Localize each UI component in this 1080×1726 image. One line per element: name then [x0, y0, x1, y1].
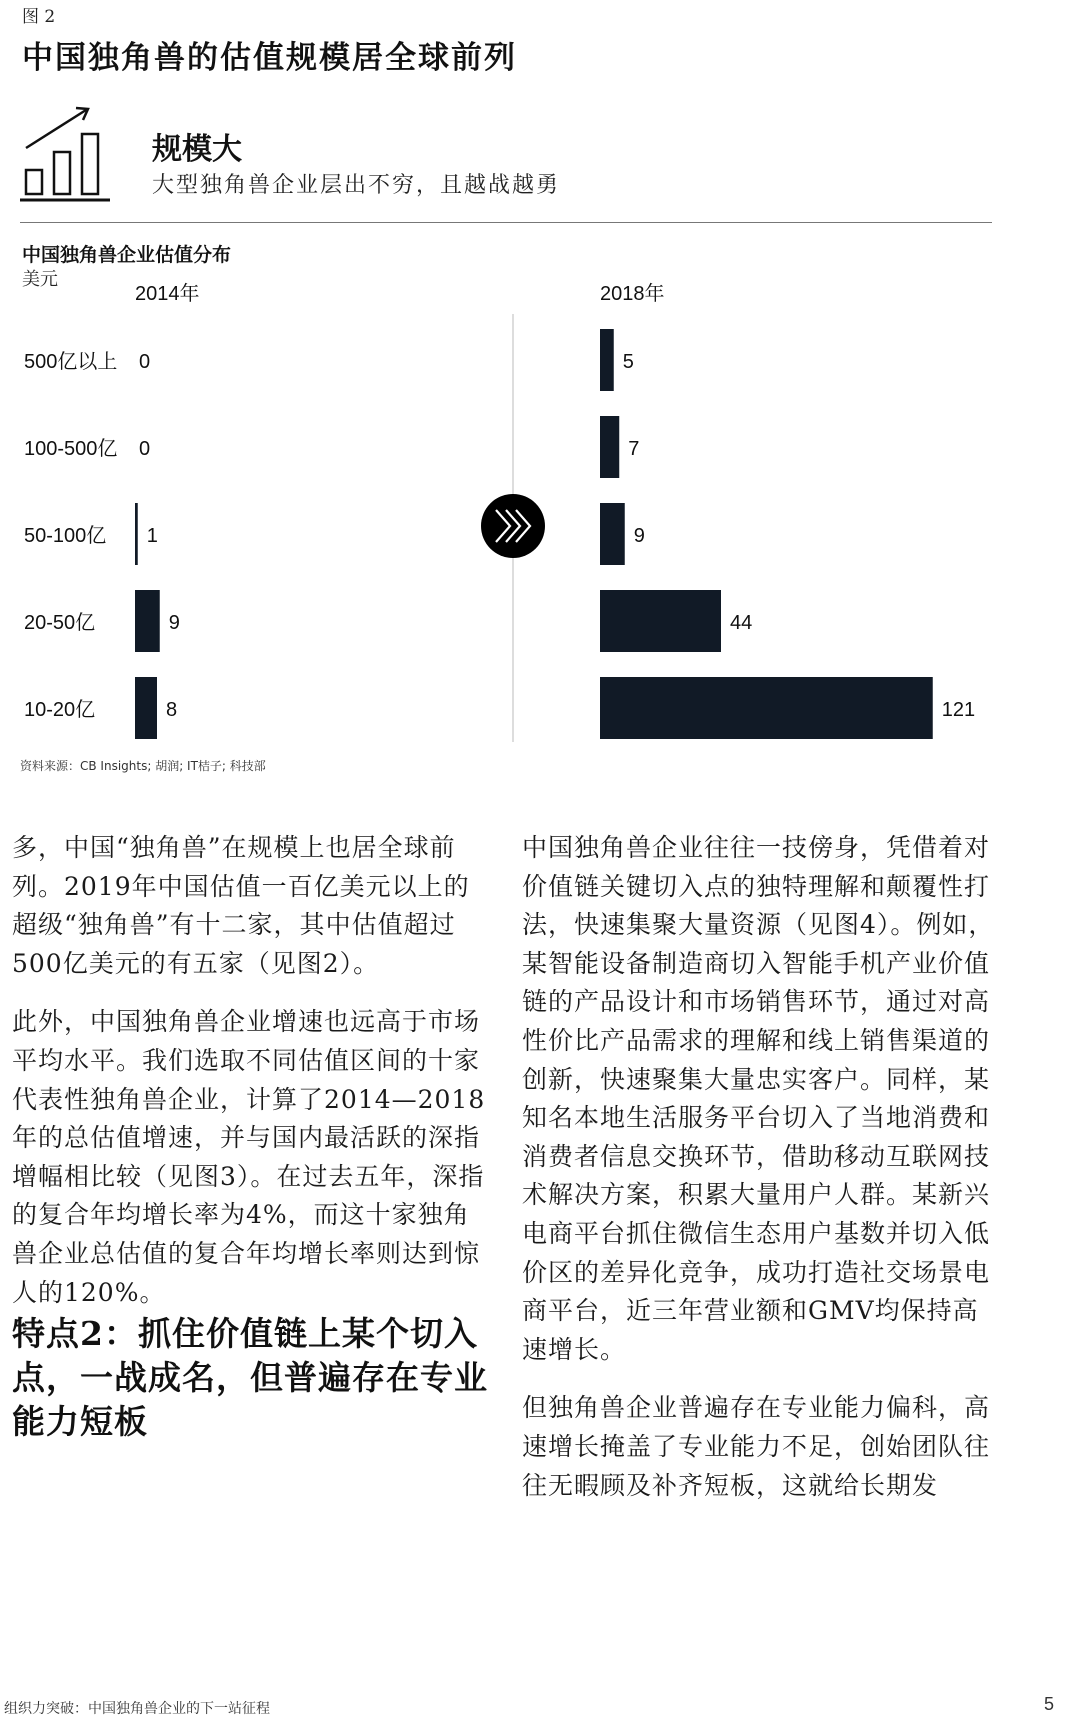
bar — [135, 503, 138, 565]
valuation-bar-chart — [0, 280, 1000, 750]
source-note: 资料来源：CB Insights; 胡润; IT桔子; 科技部 — [20, 759, 266, 773]
section-heading: 特点2：抓住价值链上某个切入点，一战成名，但普遍存在专业能力短板 — [12, 1314, 488, 1442]
data-label: 0 — [139, 438, 151, 460]
left-column — [12, 829, 492, 1444]
category-label: 100-500亿 — [24, 438, 118, 460]
data-label: 7 — [628, 438, 640, 460]
bar — [600, 677, 933, 739]
bar — [600, 416, 619, 478]
bar — [600, 590, 721, 652]
series-header: 2014年 — [135, 283, 200, 305]
data-label: 1 — [146, 525, 158, 547]
category-label: 500亿以上 — [24, 351, 118, 373]
data-label: 121 — [941, 699, 976, 721]
chart-title: 中国独角兽企业估值分布 — [22, 244, 232, 266]
data-label: 0 — [139, 351, 151, 373]
figure-label: 图 2 — [22, 7, 56, 27]
growth-chart-icon — [20, 100, 120, 204]
divider — [20, 222, 992, 223]
category-label: 20-50亿 — [24, 612, 96, 634]
bar — [135, 677, 157, 739]
series-header: 2018年 — [600, 283, 665, 305]
data-label: 8 — [166, 699, 178, 721]
figure-title: 中国独角兽的估值规模居全球前列 — [22, 40, 517, 76]
bar — [600, 503, 625, 565]
category-label: 10-20亿 — [24, 699, 96, 721]
data-label: 44 — [730, 612, 753, 634]
data-label: 9 — [633, 525, 645, 547]
page-number: 5 — [1044, 1694, 1055, 1714]
paragraph: 但独角兽企业普遍存在专业能力偏科，高速增长掩盖了专业能力不足，创始团队往往无暇顾及补齐短板，这就给长期发 — [522, 1393, 991, 1500]
paragraph: 此外，中国独角兽企业增速也远高于市场平均水平。我们选取不同估值区间的十家代表性独角兽企业，计算了2014—2018年的总估值增速，并与国内最活跃的深指增幅相比较（见图3）。在过去五年，深指的复合年均增长率为4%，而这十家独角兽企业总估值的复合年均增长率则达到惊人的120%。 — [12, 1007, 486, 1307]
data-label: 5 — [622, 351, 634, 373]
right-column — [522, 829, 1002, 1505]
bar — [135, 590, 160, 652]
highlight-title: 规模大 — [152, 132, 242, 167]
footer-text: 组织力突破：中国独角兽企业的下一站征程 — [4, 1701, 270, 1717]
data-label: 9 — [168, 612, 180, 634]
paragraph: 多，中国“独角兽”在规模上也居全球前列。2019年中国估值一百亿美元以上的超级“独角兽”有十二家，其中估值超过500亿美元的有五家（见图2）。 — [12, 833, 470, 978]
paragraph: 中国独角兽企业往往一技傍身，凭借着对价值链关键切入点的独特理解和颠覆性打法，快速集聚大量资源（见图4）。例如，某智能设备制造商切入智能手机产业价值链的产品设计和市场销售环节，通过对高性价比产品需求的理解和线上销售渠道的创新，快速聚集大量忠实客户。同样，某知名本地生活服务平台切入了当地消费和消费者信息交换环节，借助移动互联网技术解决方案，积累大量用户人群。某新兴电商平台抓住微信生态用户基数并切入低价区的差异化竞争，成功打造社交场景电商平台，近三年营业额和GMV均保持高速增长。 — [522, 833, 995, 1364]
highlight-subtitle: 大型独角兽企业层出不穷，且越战越勇 — [152, 173, 561, 198]
chart-unit: 美元 — [22, 269, 58, 290]
bar — [600, 329, 614, 391]
category-label: 50-100亿 — [24, 525, 107, 547]
chevron-right-icon — [481, 494, 545, 558]
